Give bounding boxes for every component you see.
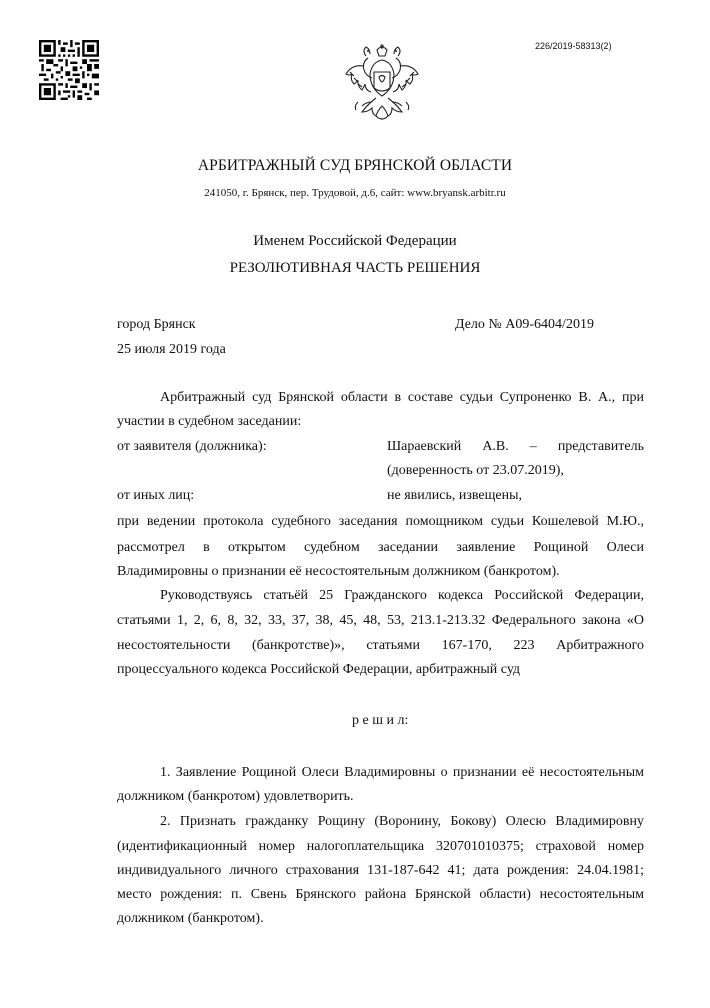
intro-line: участии в судебном заседании:	[117, 414, 302, 429]
case-number: Дело № А09-6404/2019	[455, 317, 594, 332]
qr-code	[39, 40, 99, 100]
guided-line: несостоятельности (банкротстве)», статьями 167-170, 223 Арбитражного	[117, 638, 644, 653]
paragraph-2-line: (идентификационный номер налогоплательщика 320701010375; страховой номер	[117, 839, 644, 854]
guided-line: Руководствуясь статьёй 25 Гражданского кодекса Российской Федерации,	[160, 588, 644, 603]
others-value: не явились, извещены,	[387, 488, 522, 503]
city: город Брянск	[117, 317, 196, 332]
paragraph-1-line: 1. Заявление Рощиной Олеси Владимировны о признании её несостоятельным	[160, 765, 644, 780]
protocol-line: при ведении протокола судебного заседания помощником судьи Кошелевой М.Ю.,	[117, 514, 644, 529]
on-behalf-heading: Именем Российской Федерации	[253, 233, 457, 249]
paragraph-2-line: место рождения: п. Свень Брянского района Брянской области) несостоятельным	[117, 887, 644, 902]
others-label: от иных лиц:	[117, 488, 195, 503]
intro-line: Арбитражный суд Брянской области в составе судьи Супроненко В. А., при	[160, 390, 644, 405]
paragraph-1-line: должником (банкротом) удовлетворить.	[117, 789, 354, 804]
court-address: 241050, г. Брянск, пер. Трудовой, д.6, сайт: www.bryansk.arbitr.ru	[204, 187, 506, 199]
case-id: 226/2019-58313(2)	[535, 41, 612, 51]
applicant-label: от заявителя (должника):	[117, 439, 267, 454]
resolved-heading: р е ш и л:	[352, 713, 409, 728]
applicant-representative: Шараевский А.В. – представитель	[387, 439, 644, 454]
coat-of-arms-icon	[344, 42, 420, 126]
protocol-line: Владимировны о признании её несостоятельным должником (банкротом).	[117, 564, 560, 579]
guided-line: процессуального кодекса Российской Федерации, арбитражный суд	[117, 662, 521, 677]
paragraph-2-line: 2. Признать гражданку Рощину (Воронину, Бокову) Олесю Владимировну	[160, 814, 644, 829]
paragraph-2-line: индивидуального личного страхования 131-187-642 41; дата рождения: 24.04.1981;	[117, 863, 644, 878]
document-title: РЕЗОЛЮТИВНАЯ ЧАСТЬ РЕШЕНИЯ	[229, 260, 481, 276]
court-name: АРБИТРАЖНЫЙ СУД БРЯНСКОЙ ОБЛАСТИ	[197, 157, 513, 174]
paragraph-2-line: должником (банкротом).	[117, 911, 264, 926]
guided-line: статьями 1, 2, 6, 8, 32, 33, 37, 38, 45, 48, 53, 213.1-213.32 Федерального закона «О	[117, 613, 644, 628]
decision-date: 25 июля 2019 года	[117, 342, 226, 357]
protocol-line: рассмотрел в открытом судебном заседании заявление Рощиной Олеси	[117, 540, 644, 555]
applicant-representative-power: (доверенность от 23.07.2019),	[387, 463, 564, 478]
